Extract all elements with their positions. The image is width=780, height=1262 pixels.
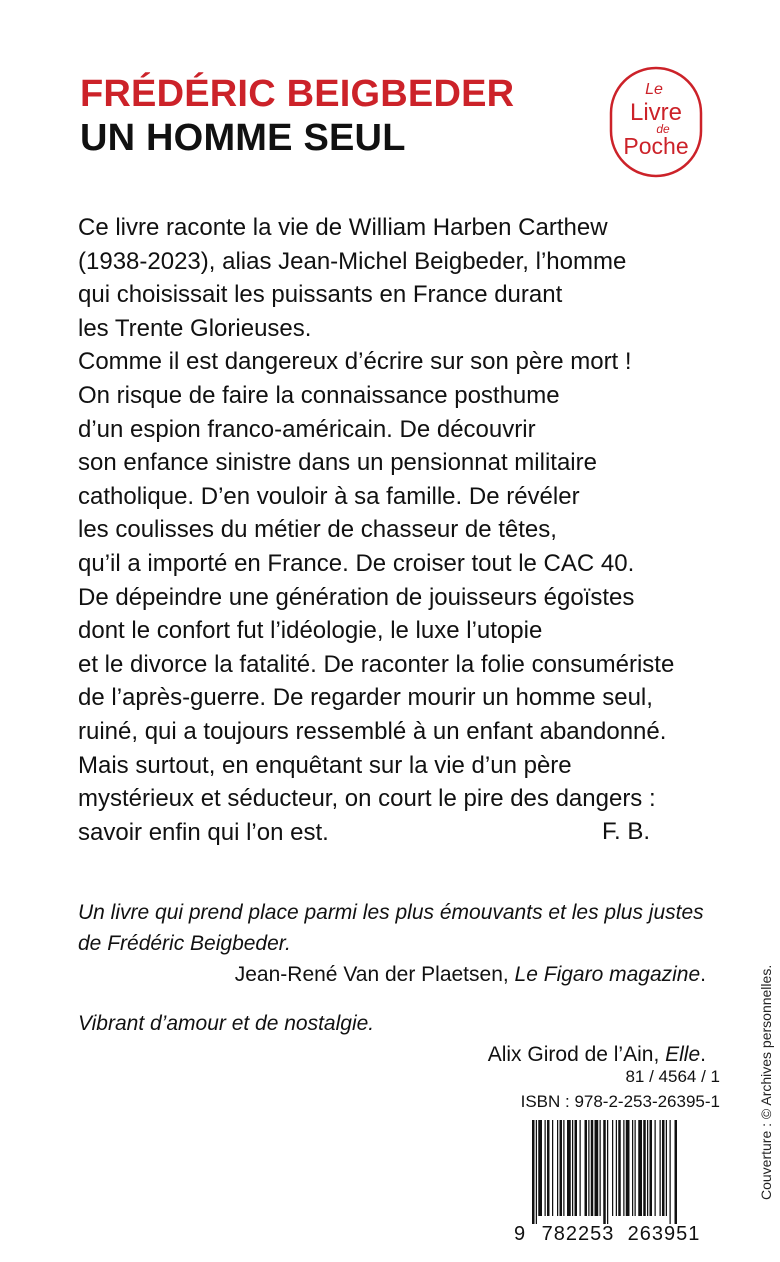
- barcode-bar: [647, 1120, 648, 1216]
- blurb-line: de l’après-guerre. De regarder mourir un homme seul,: [78, 684, 653, 712]
- catalog-number: 81 / 4564 / 1: [625, 1067, 720, 1086]
- isbn: ISBN : 978-2-253-26395-1: [520, 1092, 720, 1111]
- barcode-bar: [532, 1120, 535, 1224]
- barcode-bar: [666, 1120, 667, 1216]
- barcode-bar: [591, 1120, 594, 1216]
- barcode-bar: [635, 1120, 636, 1216]
- quote-attribution: [78, 959, 706, 990]
- publisher-logo-icon: [609, 66, 703, 178]
- blurb-line: De dépeindre une génération de jouisseurs égoïstes: [78, 583, 635, 611]
- blurb-line: catholique. D’en vouloir à sa famille. De révéler: [78, 482, 580, 510]
- barcode-bar: [560, 1120, 563, 1216]
- barcode-bar: [623, 1120, 624, 1216]
- barcode-bar: [545, 1120, 546, 1216]
- blurb-line: et le divorce la fatalité. De raconter la folie consumériste: [78, 650, 675, 678]
- barcode-bar: [670, 1120, 671, 1224]
- blurb-line: Ce livre raconte la vie de William Harben Carthew: [78, 214, 608, 241]
- barcode-bar: [547, 1120, 550, 1216]
- barcode-bar: [563, 1120, 564, 1216]
- barcode-bar: [607, 1120, 608, 1224]
- quote-end: .: [700, 963, 706, 986]
- press-quote: [78, 1008, 706, 1070]
- barcode-digits-left: 782253: [541, 1223, 615, 1243]
- book-title: UN HOMME SEUL: [80, 117, 406, 159]
- barcode-bar: [616, 1120, 617, 1216]
- blurb-line: Mais surtout, en enquêtant sur la vie d’un père: [78, 751, 572, 779]
- quote-author: Alix Girod de l’Ain,: [487, 1043, 666, 1066]
- blurb-line: savoir enfin qui l’on est.: [78, 818, 329, 846]
- blurb-line: dont le confort fut l’idéologie, le luxe l’utopie: [78, 617, 543, 645]
- barcode-bar: [632, 1120, 633, 1216]
- barcode: [514, 1118, 720, 1243]
- barcode-bar: [580, 1120, 581, 1216]
- barcode-bar: [585, 1120, 588, 1216]
- barcode-bars: [532, 1120, 677, 1224]
- logo-text-le: Le: [645, 81, 663, 98]
- barcode-bar: [618, 1120, 621, 1216]
- barcode-bar: [662, 1120, 665, 1216]
- catalog-references: [521, 1064, 720, 1114]
- blurb-line: son enfance sinistre dans un pensionnat militaire: [78, 449, 597, 477]
- barcode-bar: [650, 1120, 653, 1216]
- barcode-bar: [626, 1120, 630, 1216]
- blurb-line: On risque de faire la connaissance posthume: [78, 381, 560, 409]
- blurb-line: Comme il est dangereux d’écrire sur son père mort !: [78, 348, 632, 376]
- barcode-bar: [567, 1120, 571, 1216]
- cover-credit: Couverture : © Archives personnelles.: [758, 964, 774, 1200]
- barcode-bar: [675, 1120, 678, 1224]
- barcode-bar: [643, 1120, 646, 1216]
- blurb-line: qui choisissait les puissants en France durant: [78, 281, 563, 309]
- blurb-line: qu’il a importé en France. De croiser tout le CAC 40.: [78, 549, 635, 577]
- blurb-line: ruiné, qui a toujours ressemblé à un enfant abandonné.: [78, 717, 667, 745]
- quote-text-line: Vibrant d’amour et de nostalgie.: [78, 1012, 375, 1035]
- blurb-signature: F. B.: [602, 818, 651, 845]
- barcode-bar: [538, 1120, 542, 1216]
- barcode-bar: [575, 1120, 578, 1216]
- quote-text-line: de Frédéric Beigbeder.: [78, 932, 291, 955]
- blurb-line: d’un espion franco-américain. De découvrir: [78, 415, 536, 443]
- barcode-bar: [552, 1120, 553, 1216]
- logo-text-de: de: [656, 122, 670, 136]
- barcode-bar: [655, 1120, 656, 1216]
- barcode-bar: [536, 1120, 537, 1224]
- blurb-line: les Trente Glorieuses.: [78, 314, 312, 342]
- logo-text-livre: Livre: [629, 99, 683, 126]
- quote-end: .: [700, 1043, 706, 1066]
- barcode-bar: [660, 1120, 661, 1216]
- barcode-bar: [638, 1120, 642, 1216]
- barcode-bar: [600, 1120, 601, 1216]
- barcode-first-digit: 9: [514, 1223, 526, 1243]
- blurb-line: mystérieux et séducteur, on court le pire des dangers :: [78, 785, 656, 813]
- barcode-bar: [612, 1120, 613, 1216]
- blurb-line: (1938-2023), alias Jean-Michel Beigbeder, l’homme: [78, 247, 627, 275]
- barcode-bar: [557, 1120, 558, 1216]
- quote-author: Jean-René Van der Plaetsen,: [234, 963, 515, 986]
- barcode-bar: [595, 1120, 599, 1216]
- quote-text-line: Un livre qui prend place parmi les plus émouvants et les plus justes: [78, 901, 704, 924]
- back-cover-blurb: [78, 211, 718, 849]
- author-name: FRÉDÉRIC BEIGBEDER: [80, 73, 515, 115]
- blurb-line: les coulisses du métier de chasseur de têtes,: [78, 516, 557, 544]
- press-quote: [78, 897, 706, 990]
- le-livre-de-poche-logo: [609, 66, 703, 178]
- barcode-icon: [514, 1118, 720, 1243]
- barcode-bar: [603, 1120, 606, 1224]
- barcode-bar: [588, 1120, 589, 1216]
- quote-source: Le Figaro magazine: [514, 963, 701, 986]
- barcode-bar: [572, 1120, 573, 1216]
- logo-text-poche: Poche: [623, 133, 689, 159]
- quote-source: Elle: [665, 1043, 701, 1066]
- barcode-digits-right: 263951: [627, 1223, 701, 1243]
